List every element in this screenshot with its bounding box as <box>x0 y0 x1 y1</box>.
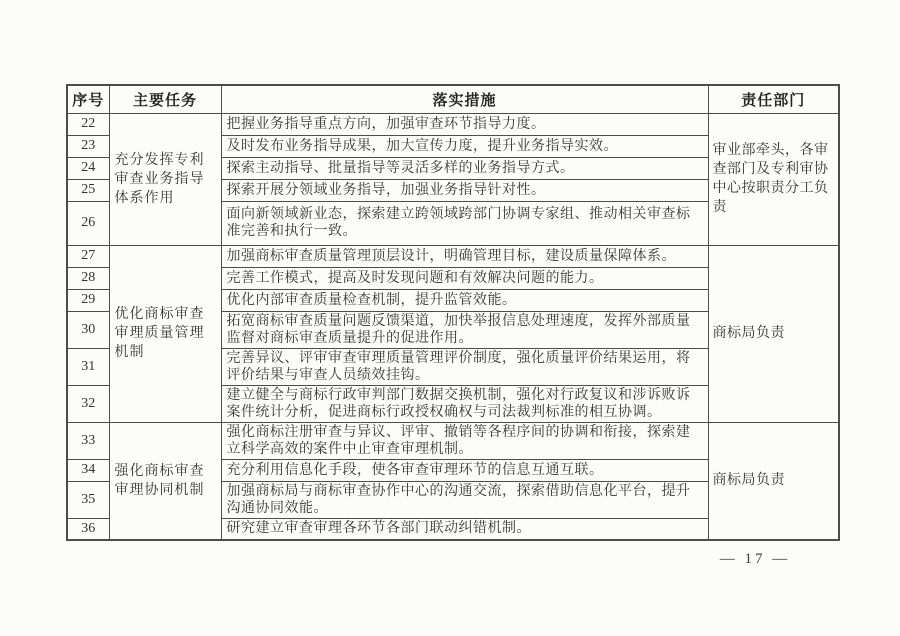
measure-cell: 及时发布业务指导成果，加大宣传力度，提升业务指导实效。 <box>221 135 708 157</box>
table-row <box>67 422 839 459</box>
measure-cell: 面向新领域新业态，探索建立跨领域跨部门协调专家组、推动相关审查标准完善和执行一致。 <box>221 201 708 245</box>
col-header-main-task: 主要任务 <box>109 85 221 113</box>
row-number: 22 <box>67 113 109 135</box>
col-header-measures: 落实措施 <box>221 85 708 113</box>
responsibility-cell: 商标局负责 <box>708 422 839 540</box>
row-number: 32 <box>67 385 109 422</box>
table-row <box>67 245 839 267</box>
measure-cell: 探索主动指导、批量指导等灵活多样的业务指导方式。 <box>221 157 708 179</box>
task-cell: 优化商标审查审理质量管理机制 <box>109 245 221 422</box>
measure-cell: 拓宽商标审查质量问题反馈渠道，加快举报信息处理速度，发挥外部质量监督对商标审查质量提升的促进作用。 <box>221 311 708 348</box>
col-header-serial: 序号 <box>67 85 109 113</box>
row-number: 36 <box>67 518 109 540</box>
page-number: — 17 — <box>719 551 791 567</box>
table-header-row <box>67 85 839 113</box>
row-number: 28 <box>67 267 109 289</box>
measure-cell: 充分利用信息化手段，使各审查审理环节的信息互通互联。 <box>221 459 708 481</box>
measure-cell: 把握业务指导重点方向，加强审查环节指导力度。 <box>221 113 708 135</box>
row-number: 29 <box>67 289 109 311</box>
row-number: 31 <box>67 348 109 385</box>
row-number: 26 <box>67 201 109 245</box>
measure-cell: 加强商标局与商标审查协作中心的沟通交流，探索借助信息化平台，提升沟通协同效能。 <box>221 481 708 518</box>
col-header-responsible-dept: 责任部门 <box>708 85 839 113</box>
measure-cell: 强化商标注册审查与异议、评审、撤销等各程序间的协调和衔接，探索建立科学高效的案件中止审查审理机制。 <box>221 422 708 459</box>
row-number: 27 <box>67 245 109 267</box>
measure-cell: 加强商标审查质量管理顶层设计，明确管理目标，建设质量保障体系。 <box>221 245 708 267</box>
task-cell: 强化商标审查审理协同机制 <box>109 422 221 540</box>
measure-cell: 完善工作模式，提高及时发现问题和有效解决问题的能力。 <box>221 267 708 289</box>
task-cell: 充分发挥专利审查业务指导体系作用 <box>109 113 221 245</box>
measure-cell: 完善异议、评审审查审理质量管理评价制度，强化质量评价结果运用，将评价结果与审查人员绩效挂钩。 <box>221 348 708 385</box>
row-number: 34 <box>67 459 109 481</box>
row-number: 33 <box>67 422 109 459</box>
table-row <box>67 113 839 135</box>
row-number: 35 <box>67 481 109 518</box>
measure-cell: 探索开展分领域业务指导，加强业务指导针对性。 <box>221 179 708 201</box>
document-table <box>66 84 840 541</box>
responsibility-cell: 审业部牵头，各审查部门及专利审协中心按职责分工负责 <box>708 113 839 245</box>
row-number: 25 <box>67 179 109 201</box>
row-number: 30 <box>67 311 109 348</box>
measure-cell: 研究建立审查审理各环节各部门联动纠错机制。 <box>221 518 708 540</box>
measure-cell: 建立健全与商标行政审判部门数据交换机制，强化对行政复议和涉诉败诉案件统计分析，促进商标行政授权确权与司法裁判标准的相互协调。 <box>221 385 708 422</box>
row-number: 23 <box>67 135 109 157</box>
row-number: 24 <box>67 157 109 179</box>
measure-cell: 优化内部审查质量检查机制，提升监管效能。 <box>221 289 708 311</box>
responsibility-cell: 商标局负责 <box>708 245 839 422</box>
